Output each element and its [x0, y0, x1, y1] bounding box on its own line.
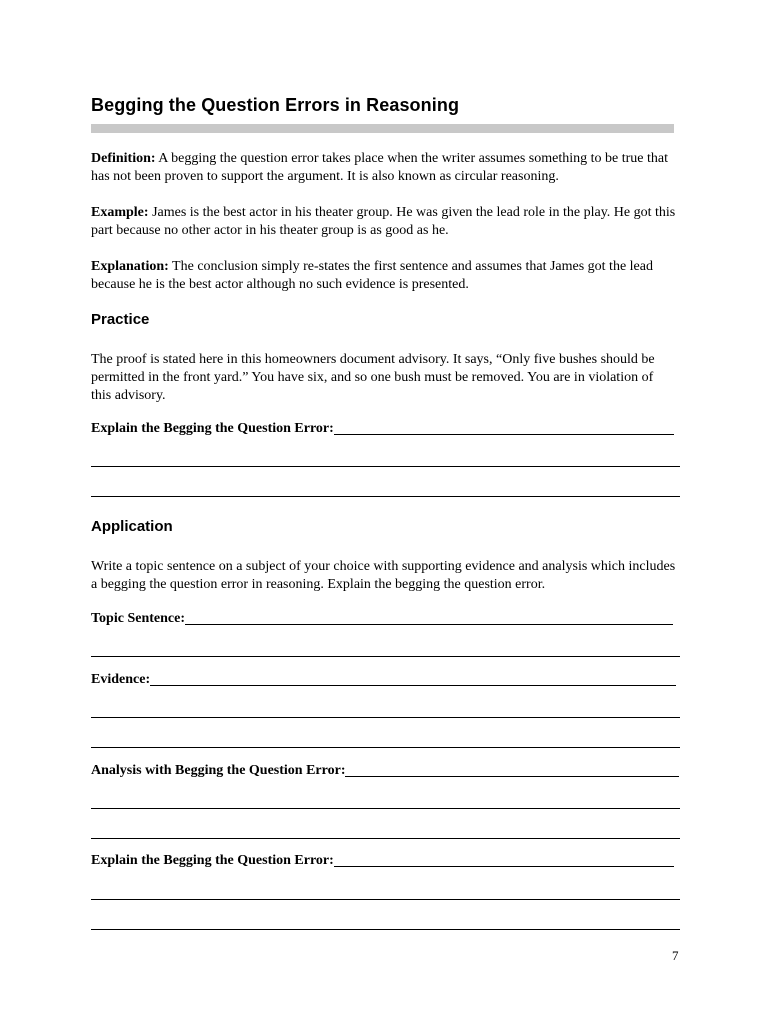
analysis-line-2[interactable]	[91, 838, 680, 839]
page-number: 7	[672, 948, 679, 963]
practice-explain-label: Explain the Begging the Question Error:	[91, 421, 334, 436]
topic-sentence-label: Topic Sentence:	[91, 611, 185, 626]
example-paragraph	[91, 204, 681, 240]
practice-answer-line-1[interactable]	[91, 466, 680, 467]
evidence-line-1[interactable]	[91, 717, 680, 718]
practice-text: The proof is stated here in this homeowners document advisory. It says, “Only five bushes should be permitted in the front yard.” You have six, and so one bush must be removed. You are in violation of this advisory.	[91, 352, 655, 403]
analysis-line-1[interactable]	[91, 808, 680, 809]
example-label: Example:	[91, 205, 149, 220]
explanation-paragraph	[91, 258, 681, 294]
application-text: Write a topic sentence on a subject of your choice with supporting evidence and analysis which includes a begging the question error in reasoning. Explain the begging the question error.	[91, 559, 676, 592]
topic-sentence-blank[interactable]	[185, 610, 673, 625]
practice-explain-field[interactable]	[91, 420, 674, 438]
evidence-field[interactable]	[91, 671, 676, 689]
analysis-field[interactable]	[91, 762, 679, 780]
definition-label: Definition:	[91, 151, 156, 166]
explanation-text: The conclusion simply re-states the first sentence and assumes that James got the lead because he is the best actor although no such evidence is presented.	[91, 259, 653, 292]
practice-heading: Practice	[91, 311, 150, 328]
application-heading: Application	[91, 518, 173, 535]
explanation-label: Explanation:	[91, 259, 169, 274]
page-title: Begging the Question Errors in Reasoning	[91, 95, 460, 115]
analysis-label: Analysis with Begging the Question Error:	[91, 763, 346, 778]
evidence-line-2[interactable]	[91, 747, 680, 748]
definition-paragraph	[91, 150, 681, 186]
definition-text: A begging the question error takes place when the writer assumes something to be true that has not been proven to support the argument. It is also known as circular reasoning.	[91, 151, 668, 184]
application-explain-label: Explain the Begging the Question Error:	[91, 853, 334, 868]
title-divider	[91, 124, 674, 133]
practice-explain-blank[interactable]	[334, 420, 674, 435]
analysis-blank[interactable]	[345, 762, 679, 777]
application-explain-line-1[interactable]	[91, 899, 680, 900]
evidence-blank[interactable]	[150, 671, 676, 686]
topic-sentence-field[interactable]	[91, 610, 673, 628]
application-explain-field[interactable]	[91, 852, 674, 870]
evidence-label: Evidence:	[91, 672, 151, 687]
application-explain-blank[interactable]	[334, 852, 674, 867]
example-text: James is the best actor in his theater group. He was given the lead role in the play. He got this part because no other actor in his theater group is as good as he.	[91, 205, 676, 238]
application-explain-line-2[interactable]	[91, 929, 680, 930]
practice-answer-line-2[interactable]	[91, 496, 680, 497]
topic-sentence-line[interactable]	[91, 656, 680, 657]
